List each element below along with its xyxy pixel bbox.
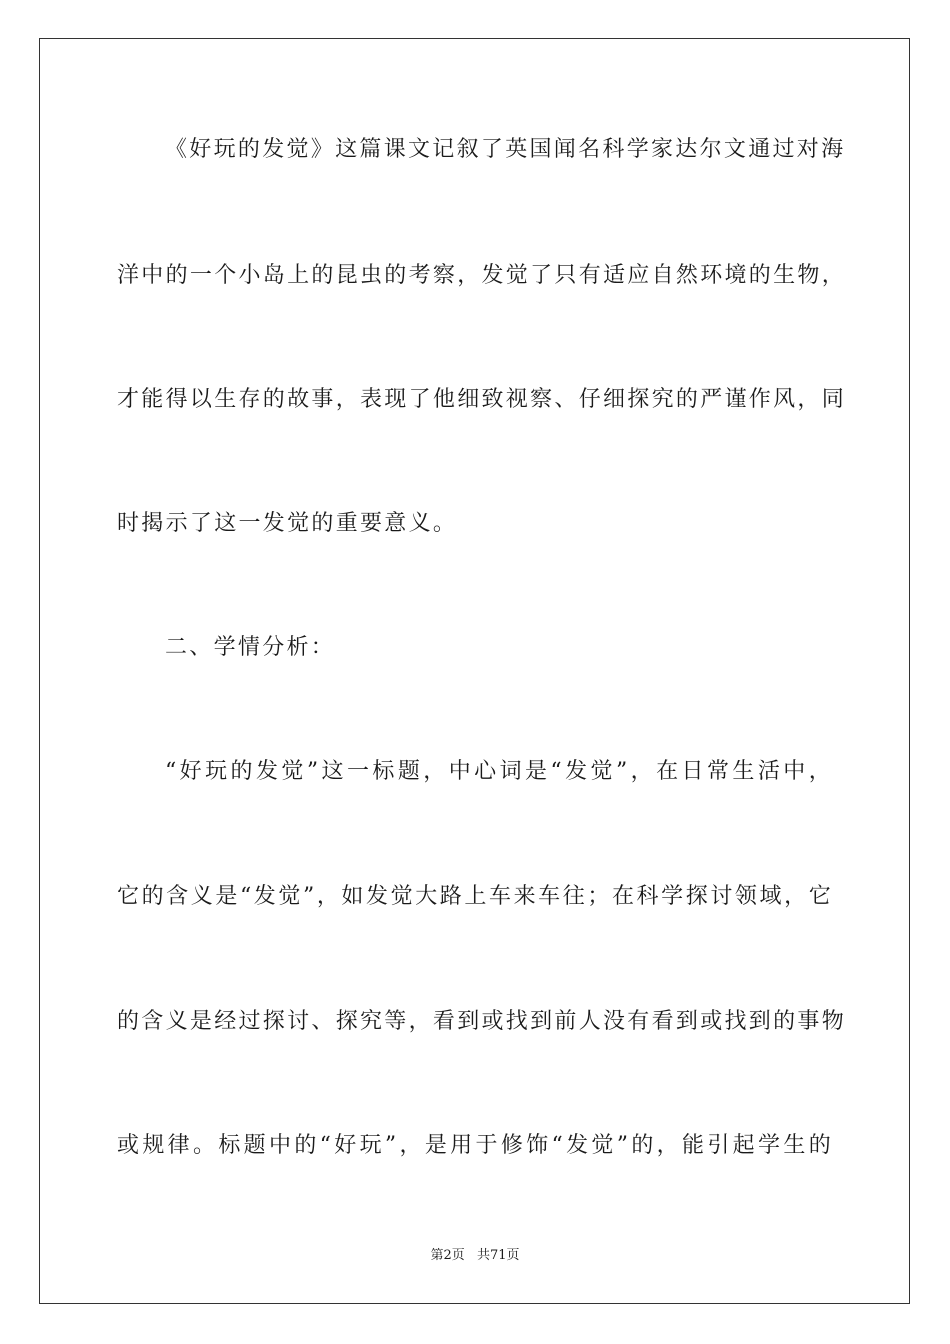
total-pages: 共71页 [476,1248,520,1263]
paragraph-1-line-1: 《好玩的发觉》这篇课文记叙了英国闻名科学家达尔文通过对海 [165,137,846,162]
paragraph-2-line-3: 的含义是经过探讨、探究等，看到或找到前人没有看到或找到的事物 [117,1009,847,1034]
page-number: 第2页 [430,1248,465,1263]
paragraph-2-line-1: “好玩的发觉”这一标题，中心词是“发觉”，在日常生活中， [165,759,833,784]
paragraph-2-line-4: 或规律。标题中的“好玩”，是用于修饰“发觉”的，能引起学生的 [117,1133,833,1158]
page-frame [39,38,910,1304]
page-footer [0,1247,950,1265]
paragraph-2-line-2: 它的含义是“发觉”，如发觉大路上车来车往；在科学探讨领域，它 [117,884,833,909]
section-heading: 二、学情分析： [165,635,336,660]
paragraph-1-line-3: 才能得以生存的故事，表现了他细致视察、仔细探究的严谨作风，同 [117,387,847,412]
paragraph-1-line-2: 洋中的一个小岛上的昆虫的考察，发觉了只有适应自然环境的生物， [117,263,847,288]
paragraph-1-line-4: 时揭示了这一发觉的重要意义。 [117,511,458,536]
